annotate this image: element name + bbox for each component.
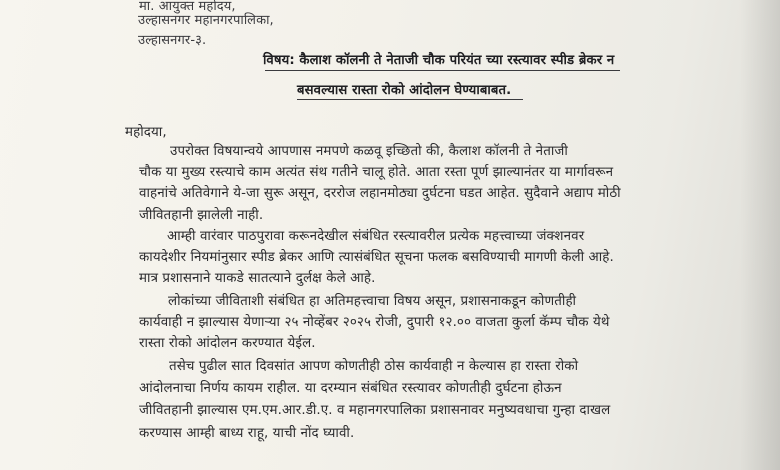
page-edge-shadow (740, 0, 780, 470)
body-line: आम्ही वारंवार पाठपुरावा करूनदेखील संबंधित रस्त्यावरील प्रत्येक महत्त्वाच्या जंक्शनवर (167, 229, 585, 244)
body-line: कायदेशीर नियमांनुसार स्पीड ब्रेकर आणि त्यासंबंधित सूचना फलक बसविण्याची मागणी केली आहे. (139, 250, 614, 265)
body-line: आंदोलनाचा निर्णय कायम राहील. या दरम्यान संबंधित रस्त्यावर कोणतीही दुर्घटना होऊन (139, 381, 562, 396)
body-line: रास्ता रोको आंदोलन करण्यात येईल. (139, 336, 316, 351)
body-line: लोकांच्या जीविताशी संबंधित हा अतिमहत्त्वाचा विषय असून, प्रशासनाकडून कोणतीही (168, 294, 577, 309)
addressee-line: उल्हासनगर महानगरपालिका, (138, 13, 274, 28)
subject-line: बसवल्यास रास्ता रोको आंदोलन घेण्याबाबत. (297, 83, 512, 98)
subject-underline (265, 70, 620, 71)
body-line: चौक या मुख्य रस्त्याचे काम अत्यंत संथ गतीने चालू होते. आता रस्ता पूर्ण झाल्यानंतर या मार्गावरून (139, 165, 614, 180)
salutation: महोदया, (125, 125, 167, 140)
body-line: वाहनांचे अतिवेगाने ये-जा सुरू असून, दररोज लहानमोठ्या दुर्घटना घडत आहेत. सुदैवाने अद्याप मोठी (139, 186, 621, 201)
body-line: मात्र प्रशासनाने याकडे सातत्याने दुर्लक्ष केले आहे. (139, 271, 376, 286)
subject-line: विषय: कैलाश कॉलनी ते नेताजी चौक परियंत च्या रस्त्यावर स्पीड ब्रेकर न (263, 53, 615, 68)
body-line: उपरोक्त विषयान्वये आपणास नमपणे कळवू इच्छितो की, कैलाश कॉलनी ते नेताजी (170, 144, 568, 159)
body-line: जीवितहानी झालेली नाही. (139, 208, 264, 223)
body-line: करण्यास आम्ही बाध्य राहू, याची नोंद घ्यावी. (139, 426, 355, 441)
body-line: तसेच पुढील सात दिवसांत आपण कोणतीही ठोस कार्यवाही न केल्यास हा रास्ता रोको (169, 359, 579, 374)
body-line: जीवितहानी झाल्यास एम.एम.आर.डी.ए. व महानगरपालिका प्रशासनावर मनुष्यवधाचा गुन्हा दाखल (139, 403, 611, 418)
subject-underline (297, 99, 523, 100)
body-line: कार्यवाही न झाल्यास येणाऱ्या २५ नोव्हेंबर २०२५ रोजी, दुपारी १२.०० वाजता कुर्ला कॅम्प चौक येथे (139, 315, 610, 330)
addressee-line: उल्हासनगर-३. (138, 33, 207, 48)
addressee-line: मा. आयुक्त महोदय, (139, 0, 236, 14)
